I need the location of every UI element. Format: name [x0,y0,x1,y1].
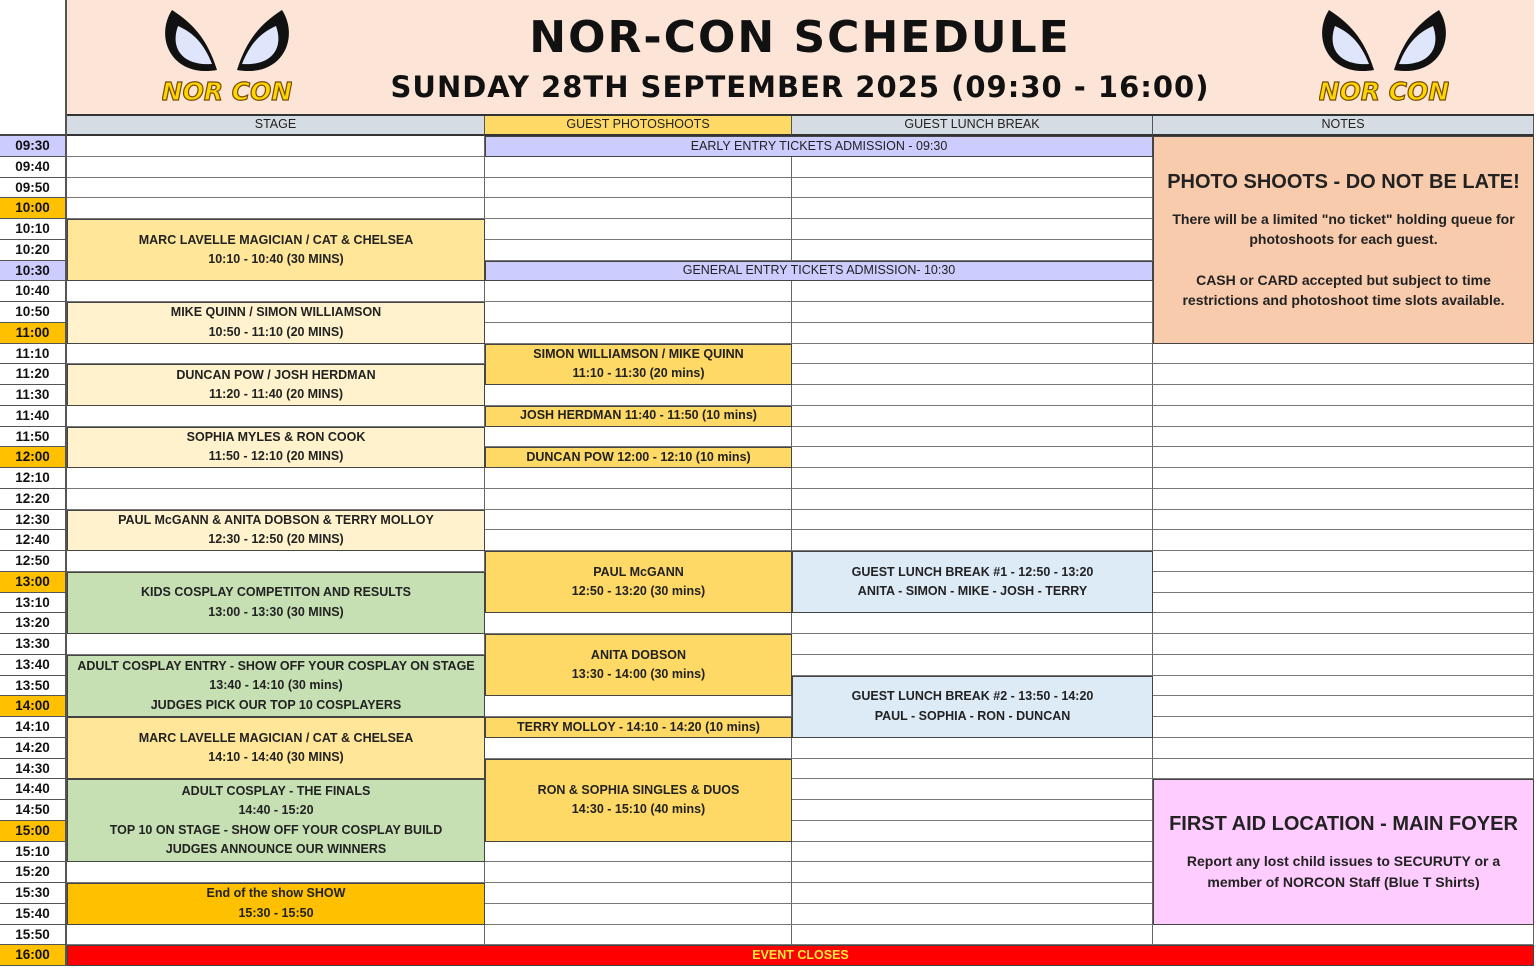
empty-cell [67,344,485,365]
empty-cell [485,489,792,510]
empty-cell [792,925,1153,946]
stage-event [67,302,485,344]
empty-cell [485,530,792,551]
empty-cell [792,655,1153,676]
empty-cell [485,904,792,925]
empty-cell [1153,593,1534,614]
empty-cell [67,489,485,510]
empty-cell [792,344,1153,365]
note-title: PHOTO SHOOTS - DO NOT BE LATE! [1167,170,1520,193]
stage-event [67,572,485,634]
event-text: JUDGES ANNOUNCE OUR WINNERS [165,842,387,857]
empty-cell [67,925,485,946]
column-header-lunch: GUEST LUNCH BREAK [792,116,1153,136]
empty-cell [792,385,1153,406]
photoshoot-slot [485,344,792,386]
time-slot-label: 14:40 [0,779,67,800]
schedule-header [67,0,1534,116]
time-slot-label: 11:40 [0,406,67,427]
event-text: ADULT COSPLAY - THE FINALS [181,783,371,798]
empty-cell [792,800,1153,821]
time-slot-label: 13:30 [0,634,67,655]
empty-cell [1153,447,1534,468]
empty-cell [792,530,1153,551]
empty-cell [1153,717,1534,738]
time-slot-label: 15:20 [0,862,67,883]
event-text: 14:40 - 15:20 [238,803,314,818]
norcon-logo-right [1319,8,1449,108]
empty-cell [485,468,792,489]
event-text: 13:30 - 14:00 (30 mins) [571,667,706,682]
event-text: TOP 10 ON STAGE - SHOW OFF YOUR COSPLAY BUILD [109,822,443,837]
empty-cell [1153,676,1534,697]
page-subtitle: SUNDAY 28TH SEPTEMBER 2025 (09:30 - 16:00) [390,70,1210,104]
empty-cell [485,281,792,302]
photoshoot-slot [485,717,792,738]
empty-cell [485,842,792,863]
time-slot-label: 12:20 [0,489,67,510]
event-text: JOSH HERDMAN 11:40 - 11:50 (10 mins) [520,408,757,423]
stage-event [67,510,485,552]
empty-cell [485,883,792,904]
time-slot-label: 13:50 [0,676,67,697]
empty-cell [1153,551,1534,572]
time-slot-label: 13:20 [0,613,67,634]
admission-banner: GENERAL ENTRY TICKETS ADMISSION- 10:30 [485,261,1153,282]
empty-cell [485,925,792,946]
empty-cell [485,427,792,448]
time-slot-label: 10:10 [0,219,67,240]
event-text: 13:00 - 13:30 (30 MINS) [208,604,344,619]
empty-cell [485,862,792,883]
event-text: MARC LAVELLE MAGICIAN / CAT & CHELSEA [138,730,414,745]
event-text: MARC LAVELLE MAGICIAN / CAT & CHELSEA [138,232,414,247]
empty-cell [67,468,485,489]
time-slot-label: 11:00 [0,323,67,344]
event-text: End of the show SHOW [206,886,346,901]
empty-cell [67,634,485,655]
stage-event [67,883,485,925]
time-slot-label: 13:10 [0,593,67,614]
empty-cell [792,821,1153,842]
time-slot-label: 12:50 [0,551,67,572]
time-slot-label: 14:50 [0,800,67,821]
empty-cell [792,613,1153,634]
empty-cell [1153,468,1534,489]
empty-cell [792,427,1153,448]
empty-cell [1153,530,1534,551]
event-text: SIMON WILLIAMSON / MIKE QUINN [533,346,744,361]
time-slot-label: 13:00 [0,572,67,593]
note-title: FIRST AID LOCATION - MAIN FOYER [1169,813,1518,836]
empty-cell [1153,655,1534,676]
event-text: 14:30 - 15:10 (40 mins) [571,802,706,816]
event-text: 13:40 - 14:10 (30 mins) [209,678,343,693]
svg-text:NOR CON: NOR CON [1319,77,1449,106]
event-text: KIDS COSPLAY COMPETITON AND RESULTS [141,585,411,600]
stage-event [67,219,485,281]
event-text: GUEST LUNCH BREAK #1 - 12:50 - 13:20 [851,564,1094,579]
empty-cell [485,738,792,759]
event-text: ANITA - SIMON - MIKE - JOSH - TERRY [857,584,1088,599]
lunch-break [792,551,1153,613]
stage-event [67,717,485,779]
empty-cell [792,157,1153,178]
stage-event [67,779,485,862]
empty-cell [792,468,1153,489]
column-header-notes: NOTES [1153,116,1534,136]
empty-cell [1153,696,1534,717]
event-text: ANITA DOBSON [590,647,687,662]
photoshoot-slot [485,447,792,468]
column-header-photoshoots: GUEST PHOTOSHOOTS [485,116,792,136]
first-aid-note [1153,779,1534,924]
note-text: CASH or CARD accepted but subject to time restrictions and photoshoot time slots available. [1182,271,1505,309]
event-text: DUNCAN POW 12:00 - 12:10 (10 mins) [526,449,751,464]
empty-cell [485,178,792,199]
empty-cell [792,862,1153,883]
event-text: 11:10 - 11:30 (20 mins) [572,366,705,381]
time-slot-label: 14:30 [0,759,67,780]
empty-cell [792,281,1153,302]
time-slot-label: 12:00 [0,447,67,468]
time-slot-label: 12:40 [0,530,67,551]
time-slot-label: 14:00 [0,696,67,717]
time-slot-label: 11:20 [0,364,67,385]
time-slot-label: 14:20 [0,738,67,759]
event-text: PAUL McGANN [593,564,684,579]
event-text: MIKE QUINN / SIMON WILLIAMSON [170,305,382,320]
empty-cell [485,240,792,261]
empty-cell [792,406,1153,427]
event-text: RON & SOPHIA SINGLES & DUOS [537,782,740,797]
note-text: There will be a limited "no ticket" holding queue for photoshoots for each guest. [1172,210,1515,248]
time-slot-label: 12:10 [0,468,67,489]
time-slot-label: 15:30 [0,883,67,904]
empty-cell [67,157,485,178]
empty-cell [792,447,1153,468]
empty-cell [1153,738,1534,759]
empty-cell [1153,344,1534,365]
empty-cell [67,281,485,302]
time-slot-label: 10:00 [0,198,67,219]
empty-cell [1153,759,1534,780]
time-slot-label: 11:50 [0,427,67,448]
time-slot-label: 15:50 [0,925,67,946]
empty-cell [485,323,792,344]
time-slot-label: 13:40 [0,655,67,676]
empty-cell [485,198,792,219]
time-slot-label: 15:10 [0,842,67,863]
empty-cell [1153,385,1534,406]
empty-cell [67,136,485,157]
stage-event [67,655,485,717]
empty-cell [792,219,1153,240]
empty-cell [67,551,485,572]
empty-cell [67,198,485,219]
empty-cell [67,406,485,427]
empty-cell [1153,572,1534,593]
time-slot-label: 14:10 [0,717,67,738]
event-text: TERRY MOLLOY - 14:10 - 14:20 (10 mins) [517,719,760,734]
photoshoot-slot [485,551,792,613]
empty-cell [1153,613,1534,634]
empty-cell [792,904,1153,925]
lunch-break [792,676,1153,738]
event-text: 11:50 - 12:10 (20 MINS) [208,449,344,464]
event-text: 11:20 - 11:40 (20 MINS) [208,387,344,401]
empty-cell [67,178,485,199]
time-slot-label: 10:30 [0,261,67,282]
empty-cell [792,178,1153,199]
time-slot-label: 11:30 [0,385,67,406]
admission-banner: EARLY ENTRY TICKETS ADMISSION - 09:30 [485,136,1153,157]
photoshoot-slot [485,406,792,427]
time-slot-label: 09:40 [0,157,67,178]
empty-cell [792,364,1153,385]
empty-cell [792,883,1153,904]
empty-cell [792,302,1153,323]
empty-cell [485,510,792,531]
time-slot-label: 10:20 [0,240,67,261]
empty-cell [792,842,1153,863]
empty-cell [485,696,792,717]
event-text: PAUL - SOPHIA - RON - DUNCAN [874,708,1071,723]
empty-cell [67,862,485,883]
empty-cell [792,489,1153,510]
column-header-stage: STAGE [67,116,485,136]
empty-cell [792,779,1153,800]
time-slot-label: 09:50 [0,178,67,199]
stage-event [67,427,485,469]
empty-cell [1153,510,1534,531]
empty-cell [792,759,1153,780]
time-slot-label: 15:40 [0,904,67,925]
empty-cell [1153,406,1534,427]
corner-cell [0,0,67,136]
time-slot-label: 12:30 [0,510,67,531]
time-slot-label: 10:40 [0,281,67,302]
event-text: 10:50 - 11:10 (20 MINS) [208,324,344,339]
event-text: ADULT COSPLAY ENTRY - SHOW OFF YOUR COSPLAY ON STAGE [77,658,475,673]
empty-cell [792,510,1153,531]
empty-cell [1153,489,1534,510]
time-slot-label: 10:50 [0,302,67,323]
empty-cell [485,613,792,634]
time-slot-label: 15:00 [0,821,67,842]
empty-cell [485,157,792,178]
time-slot-label: 16:00 [0,945,67,966]
event-closes-banner: EVENT CLOSES [67,945,1534,966]
empty-cell [792,634,1153,655]
photoshoot-slot [485,634,792,696]
event-text: DUNCAN POW / JOSH HERDMAN [176,367,376,382]
stage-event [67,364,485,406]
event-text: GUEST LUNCH BREAK #2 - 13:50 - 14:20 [851,689,1094,704]
event-text: JUDGES PICK OUR TOP 10 COSPLAYERS [150,697,402,712]
event-text: SOPHIA MYLES & RON COOK [186,429,366,444]
empty-cell [1153,634,1534,655]
empty-cell [1153,427,1534,448]
photo-shoots-note [1153,136,1534,344]
empty-cell [1153,925,1534,946]
event-text: 12:30 - 12:50 (20 MINS) [208,532,344,547]
empty-cell [792,240,1153,261]
time-slot-label: 09:30 [0,136,67,157]
photoshoot-slot [485,759,792,842]
empty-cell [792,738,1153,759]
time-slot-label: 11:10 [0,344,67,365]
empty-cell [792,198,1153,219]
empty-cell [485,302,792,323]
event-text: 12:50 - 13:20 (30 mins) [571,584,706,599]
event-text: 10:10 - 10:40 (30 MINS) [208,252,344,267]
empty-cell [485,219,792,240]
event-text: 14:10 - 14:40 (30 MINS) [208,750,344,765]
svg-text:NOR CON: NOR CON [162,77,292,106]
empty-cell [792,323,1153,344]
page-title: NOR-CON SCHEDULE [529,12,1071,63]
empty-cell [1153,364,1534,385]
event-text: 15:30 - 15:50 [238,905,314,920]
event-text: PAUL McGANN & ANITA DOBSON & TERRY MOLLOY [118,512,434,527]
note-text: Report any lost child issues to SECURUTY or a member of NORCON Staff (Blue T Shirts) [1186,853,1501,890]
empty-cell [485,385,792,406]
